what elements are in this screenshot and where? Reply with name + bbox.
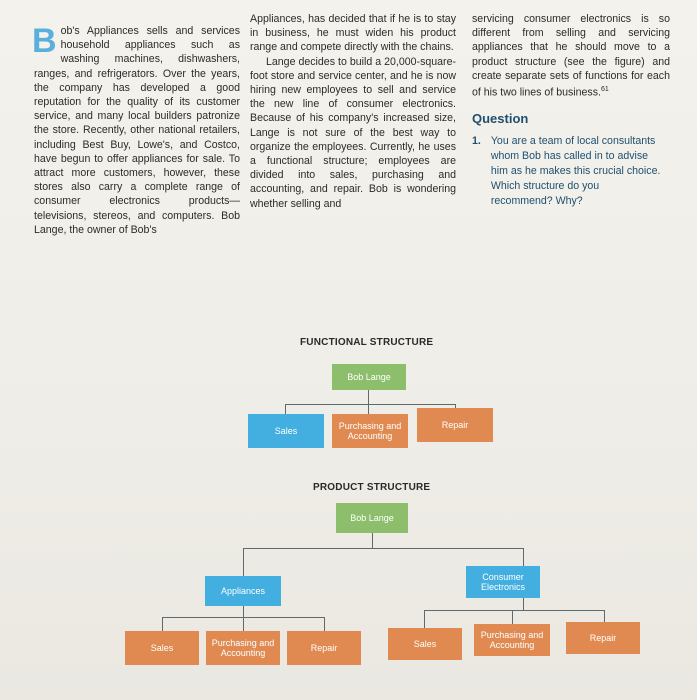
connector [162,617,163,631]
connector [324,617,325,631]
connector [285,404,286,414]
appliances-sales-box: Sales [125,631,199,665]
connector [243,606,244,617]
functional-sales-box: Sales [248,414,324,448]
drop-cap: B [32,22,57,60]
footnote-ref: 61 [600,86,609,94]
appliances-purchasing-box: Purchasing and Accounting [206,631,280,665]
article-column-2 [250,12,456,211]
column-2-text-a: Appliances, has decided that if he is to stay in business, he must widen his product range and compete directly with the chains. [250,13,456,54]
functional-repair-box: Repair [417,408,493,442]
connector [604,610,605,622]
question-heading: Question [472,110,529,126]
question-item [472,134,670,209]
connector [243,548,523,549]
connector [243,548,244,576]
connector [243,617,244,631]
connector [424,610,604,611]
question-text: You are a team of local consultants whom Bob has called in to advise him as he makes this crucial choice. Which structure do you recommend? Why? [490,134,661,207]
consumer-repair-box: Repair [566,622,640,654]
column-2-text-b: Lange decides to build a 20,000-square-foot store and service center, and he is now hiring new employees to sell and service the new line of consumer electronics. Because of his company's increased size, Lange is not sure of the best way to organize the employees. Currently, he uses a functional structure; employees are divided into sales, purchasing and accounting, and repair. Bob is wondering whether selling and [250,55,456,210]
question-number: 1. [472,134,481,147]
connector [523,598,524,610]
article-column-1 [34,24,240,237]
product-owner-box: Bob Lange [336,503,408,533]
article-column-3 [472,12,670,209]
product-structure-title: PRODUCT STRUCTURE [313,482,431,493]
consumer-sales-box: Sales [388,628,462,660]
connector [424,610,425,628]
functional-structure-title: FUNCTIONAL STRUCTURE [300,337,434,348]
consumer-electronics-box: Consumer Electronics [466,566,540,598]
connector [512,610,513,624]
functional-owner-box: Bob Lange [332,364,406,390]
connector [285,404,455,405]
appliances-box: Appliances [205,576,281,606]
functional-purchasing-box: Purchasing and Accounting [332,414,408,448]
connector [523,548,524,566]
appliances-repair-box: Repair [287,631,361,665]
connector [368,390,369,404]
connector [372,533,373,548]
column-1-text: ob's Appliances sells and services household appliances such as washing machines, dishwashers, ranges, and refrigerators. Over the years, the company has developed a good reputation for the quality of its customer service, and many local builders patronize the store. Recently, other national retailers, including Best Buy, Lowe's, and Costco, have begun to offer appliances for sale. To attract more customers, however, these stores also carry a complete range of consumer electronics products—televisions, stereos, and computers. Bob Lange, the owner of Bob's [34,25,240,236]
column-3-text: servicing consumer electronics is so different from selling and servicing appliances that he should move to a product structure (see the figure) and create separate sets of functions for each of his two lines of business. [472,13,670,99]
consumer-purchasing-box: Purchasing and Accounting [474,624,550,656]
connector [368,404,369,414]
